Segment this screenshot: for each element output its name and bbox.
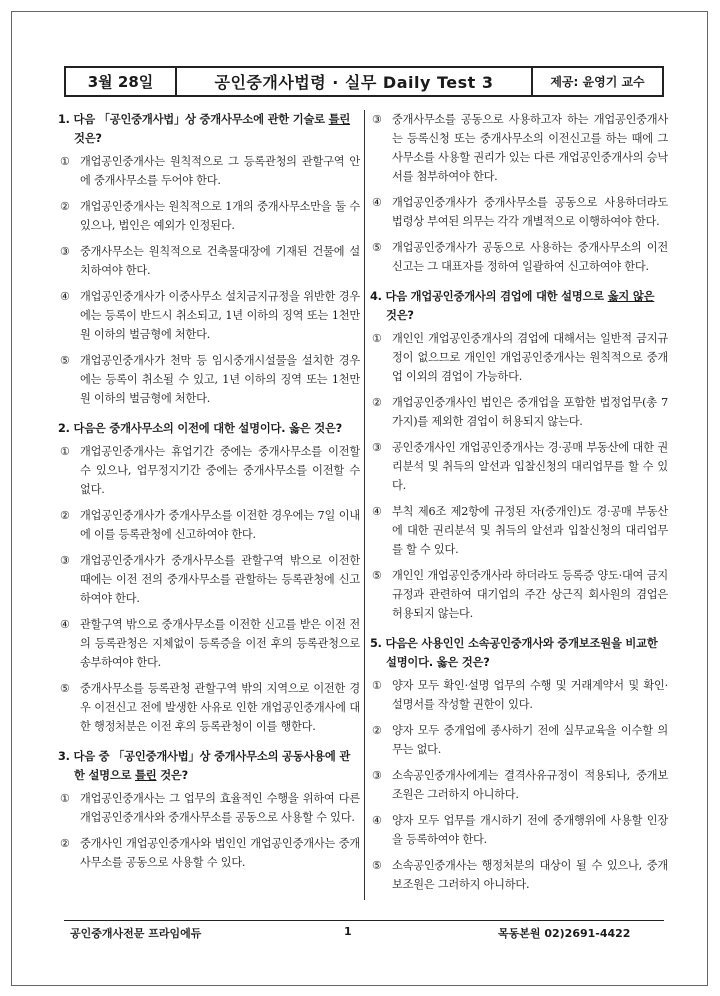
footer-academy: 공인중개사전문 프라임에듀	[70, 927, 202, 940]
column-divider	[364, 110, 365, 900]
question-2-option: ① 개업공인중개사는 휴업기간 중에는 중개사무소를 이전할 수 있으나, 업무정지기간 중에는 중개사무소를 이전할 수 없다.	[60, 445, 360, 496]
question-3-option: ① 개업공인중개사는 그 업무의 효율적인 수행을 위하여 다른 개업공인중개사와 중개사무소를 공동으로 사용할 수 있다.	[60, 792, 360, 824]
test-header	[64, 66, 664, 97]
question-3-option: ③ 중개사무소를 공동으로 사용하고자 하는 개업공인중개사는 등록신청 또는 중개사무소의 이전신고를 하는 때에 그 사무소를 사용할 권리가 있는 다른 개업공인중개사의 승낙서를 첨부하여야 한다.	[372, 113, 668, 183]
question-1-option: ④ 개업공인중개사가 이중사무소 설치금지규정을 위반한 경우에는 등록이 반드시 취소되고, 1년 이하의 징역 또는 1천만원 이하의 벌금형에 처한다.	[60, 290, 360, 341]
question-4-option: ③ 공인중개사인 개업공인중개사는 경·공매 부동산에 대한 권리분석 및 취득의 알선과 입찰신청의 대리업무를 할 수 있다.	[372, 441, 668, 492]
left-column	[58, 110, 360, 879]
question-5-option: ⑤ 소속공인중개사는 행정처분의 대상이 될 수 있으나, 중개보조원은 그러하지 아니하다.	[372, 859, 668, 891]
question-5-stem: 5. 다음은 사용인인 소속공인중개사와 중개보조원을 비교한 설명이다. 옳은 것은?	[370, 637, 658, 669]
question-5-option: ③ 소속공인중개사에게는 결격사유규정이 적용되나, 중개보조원은 그러하지 아니하다.	[372, 769, 668, 801]
test-title: 공인중개사법령 · 실무 Daily Test 3	[177, 68, 533, 95]
question-3-stem: 3. 다음 중 「공인중개사법」상 중개사무소의 공동사용에 관한 설명으로 틀린 것은?	[58, 750, 351, 782]
test-date: 3월 28일	[66, 68, 177, 95]
question-2-option: ④ 관할구역 밖으로 중개사무소를 이전한 신고를 받은 이전 전의 등록관청은 지체없이 등록증을 이전 후의 등록관청으로 송부하여야 한다.	[60, 618, 360, 669]
footer-contact: 목동본원 02)2691-4422	[498, 927, 631, 940]
right-column	[370, 110, 668, 901]
question-2-stem: 2. 다음은 중개사무소의 이전에 대한 설명이다. 옳은 것은?	[58, 422, 343, 435]
question-5-option: ① 양자 모두 확인·설명 업무의 수행 및 거래계약서 및 확인·설명서를 작성할 권한이 있다.	[372, 679, 668, 711]
question-1-stem: 1. 다음 「공인중개사법」상 중개사무소에 관한 기술로 틀린 것은?	[58, 113, 351, 145]
question-3-option: ⑤ 개업공인중개사가 공동으로 사용하는 중개사무소의 이전신고는 그 대표자를 정하여 일괄하여 신고하여야 한다.	[372, 241, 668, 273]
question-5-option: ④ 양자 모두 업무를 개시하기 전에 중개행위에 사용할 인장을 등록하여야 한다.	[372, 814, 668, 846]
footer-rule	[64, 920, 664, 922]
question-1-option: ⑤ 개업공인중개사가 천막 등 임시중개시설물을 설치한 경우에는 등록이 취소될 수 있고, 1년 이하의 징역 또는 1천만원 이하의 벌금형에 처한다.	[60, 354, 360, 405]
question-1-option: ③ 중개사무소는 원칙적으로 건축물대장에 기재된 건물에 설치하여야 한다.	[60, 245, 360, 277]
question-2-option: ② 개업공인중개사가 중개사무소를 이전한 경우에는 7일 이내에 이를 등록관청에 신고하여야 한다.	[60, 509, 360, 541]
question-4-option: ① 개인인 개업공인중개사의 겸업에 대해서는 일반적 금지규정이 없으므로 개인인 개업공인중개사는 원칙적으로 중개업 이외의 겸업이 가능하다.	[372, 332, 668, 383]
question-3-option: ② 중개사인 개업공인중개사와 법인인 개업공인중개사는 중개사무소를 공동으로 사용할 수 있다.	[60, 837, 360, 869]
question-4-option: ② 개업공인중개사인 법인은 중개업을 포함한 법정업무(총 7가지)를 제외한 겸업이 허용되지 않는다.	[372, 396, 668, 428]
question-5-option: ② 양자 모두 중개업에 종사하기 전에 실무교육을 이수할 의무는 없다.	[372, 724, 668, 756]
page-number: 1	[344, 925, 352, 938]
question-4-stem: 4. 다음 개업공인중개사의 겸업에 대한 설명으로 옳지 않은 것은?	[370, 290, 655, 322]
instructor-credit: 제공: 윤영기 교수	[550, 75, 645, 89]
question-3-option: ④ 개업공인중개사가 중개사무소를 공동으로 사용하더라도 법령상 부여된 의무는 각각 개별적으로 이행하여야 한다.	[372, 196, 668, 228]
question-2-option: ⑤ 중개사무소를 등록관청 관할구역 밖의 지역으로 이전한 경우 이전신고 전에 발생한 사유로 인한 개업공인중개사에 대한 행정처분은 이전 후의 등록관청이 이를 행한다.	[60, 682, 360, 733]
question-1-option: ② 개업공인중개사는 원칙적으로 1개의 중개사무소만을 둘 수 있으나, 법인은 예외가 인정된다.	[60, 200, 360, 232]
question-4-option: ④ 부칙 제6조 제2항에 규정된 자(중개인)도 경·공매 부동산에 대한 권리분석 및 취득의 알선과 입찰신청의 대리업무를 할 수 있다.	[372, 505, 668, 556]
question-1-option: ① 개업공인중개사는 원칙적으로 그 등록관청의 관할구역 안에 중개사무소를 두어야 한다.	[60, 155, 360, 187]
question-4-option: ⑤ 개인인 개업공인중개사라 하더라도 등록증 양도·대여 금지규정과 관련하여 대기업의 주간 상근직 회사원의 겸업은 허용되지 않는다.	[372, 569, 668, 620]
question-2-option: ③ 개업공인중개사가 중개사무소를 관할구역 밖으로 이전한 때에는 이전 전의 중개사무소를 관할하는 등록관청에 신고하여야 한다.	[60, 554, 360, 605]
